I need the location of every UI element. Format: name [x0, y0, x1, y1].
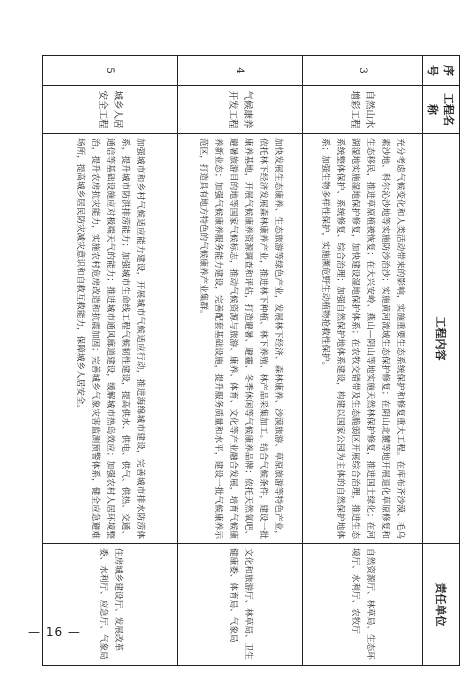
table-row	[303, 56, 423, 666]
rotated-table-frame	[60, 55, 460, 665]
page-number: — 16 —	[28, 625, 81, 639]
header-content: 工程内容	[423, 134, 460, 544]
header-name: 工程名称	[423, 86, 460, 134]
row-seq: 4	[178, 56, 303, 86]
table-row	[43, 56, 178, 666]
row-name: 气候康养开发工程	[178, 86, 303, 134]
row-seq: 3	[303, 56, 423, 86]
row-dept: 住房城乡建设厅、发展改革委、水利厅、应急厅、气象局	[43, 544, 178, 666]
row-content: 加快发展生态康养、生态旅游等绿色产业，发展林下经济、森林康养、沙漠旅游、草原旅游等特色产业，依托林下经济发展森林康养产业，推进林下种植、林下养殖、林产品采集加工。结合气候条件，建设一批康养基地，开展气候康养资源调查和评估，打造避暑、避霾、冬季休闲等气候康养品牌；依托天然氧吧、避暑旅游目的地等国家气候标志，推动气候资源与旅游、康养、体育、文化等产业融合发展，培育气候康养新业态；加强气候康养服务能力建设，完善配套基础设施，提升服务质量和水平，建设一批气候康养示范区，打造具有地方特色的气候康养产业集群。	[178, 134, 303, 544]
row-name: 自然山水增彩工程	[303, 86, 423, 134]
header-seq: 序号	[423, 56, 460, 86]
row-dept: 自然资源厅、林草局、生态环境厅、水利厅、农牧厅	[303, 544, 423, 666]
row-dept: 文化和旅游厅、林草局、卫生健康委、体育局、气象局	[178, 544, 303, 666]
project-table	[42, 55, 460, 666]
row-seq: 5	[43, 56, 178, 86]
row-name: 城乡人居安全工程	[43, 86, 178, 134]
table-header-row	[423, 56, 460, 666]
row-content: 加强城市和乡村气候适应能力建设，开展城市气候适应行动，推进海绵城市建设，完善城市排水防涝体系，提升城市防洪排涝能力；加强城市生命线工程气候韧性建设，提高供水、供电、供气、供热、交通、通信等基础设施应对极端天气的能力；推进城市通风廊道建设，缓解城市热岛效应；加强农村人居环境整治，提升农房抗灾能力，实施农村危房改造和抗震加固；完善城乡气象灾害监测预警体系，健全应急避难场所，提高城乡居民防灾减灾意识和自救互救能力，保障城乡人居安全。	[43, 134, 178, 544]
table-row	[178, 56, 303, 666]
row-content: 充分考虑气候变化和人类活动带来的影响，实施重要生态系统保护和修复重大工程。在库布齐沙漠、毛乌素沙地、科尔沁沙地等实施防沙治沙；实施黄河流域生态保护修复；在阴山北麓等地开展退化草原修复和生态移民，推进草原植被恢复；在大兴安岭、燕山—阴山等地实施天然林保护修复，推进国土绿化；在河湖湿地实施湿地保护修复，加快建设湿地保护体系；在农牧交错带及生态脆弱区开展综合治理，推进生态系统整体保护、系统修复、综合治理；加强自然保护地体系建设，构建以国家公园为主体的自然保护地体系；加强生物多样性保护，实施濒危野生动植物抢救性保护。	[303, 134, 423, 544]
header-dept: 责任单位	[423, 544, 460, 666]
